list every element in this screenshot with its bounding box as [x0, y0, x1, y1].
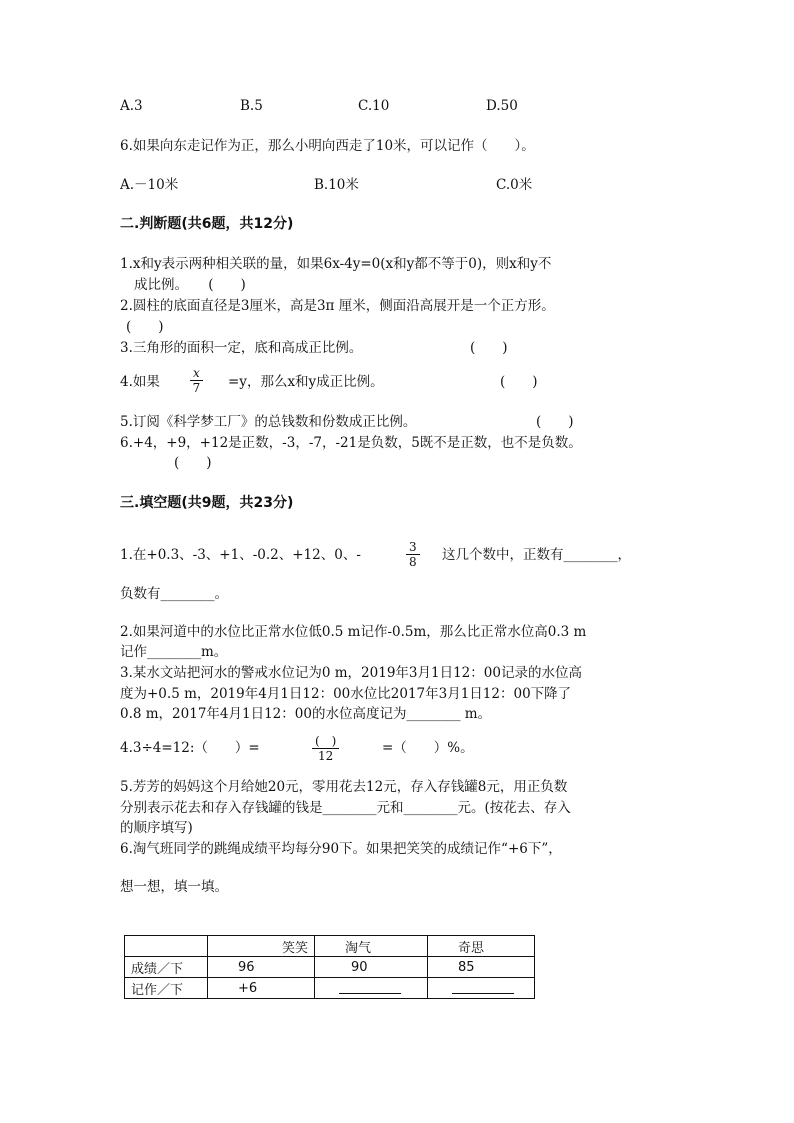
fill-q3-line3: 0.8 m，2017年4月1日12：00的水位高度记为________ m。	[120, 706, 492, 722]
judge-q4-post: =y，那么x和y成正比例。	[228, 374, 384, 390]
judge-q4-pre: 4.如果	[120, 374, 160, 390]
question-6: 6.如果向东走记作为正，那么小明向西走了10米，可以记作（ ）。	[120, 138, 535, 154]
fill-q6-line1: 6.淘气班同学的跳绳成绩平均每分90下。如果把笑笑的成绩记作“+6下”，	[120, 841, 562, 857]
judge-q4-fraction	[190, 366, 203, 395]
judge-q5-paren: ( )	[536, 414, 574, 430]
table-header-cell	[125, 936, 208, 957]
q6-option-a: A.－10米	[120, 177, 179, 193]
judge-q2-line1: 2.圆柱的底面直径是3厘米，高是3π 厘米，侧面沿高展开是一个正方形。	[120, 298, 555, 314]
section-3-title: 三.填空题(共9题，共23分)	[120, 495, 294, 511]
judge-q3-paren: ( )	[470, 340, 508, 356]
fill-q5-line2: 分别表示花去和存入存钱罐的钱是________元和________元。(按花去、存入	[120, 800, 571, 816]
table-header-cell: 笑笑	[208, 936, 315, 957]
table-row	[125, 957, 535, 978]
fraction-numerator: ( )	[312, 734, 339, 749]
table-cell: 成绩／下	[125, 957, 208, 978]
answer-blank[interactable]	[339, 979, 401, 994]
table-header-cell: 淘气	[315, 936, 428, 957]
table-row	[125, 978, 535, 999]
table-cell: 90	[315, 957, 428, 978]
option-a: A.3	[120, 98, 143, 114]
table-cell[interactable]	[428, 978, 535, 999]
fill-q1-fraction	[406, 540, 420, 569]
fill-q4-pre: 4.3÷4=12:（ ）=	[120, 740, 260, 756]
fraction-denominator: 8	[409, 555, 417, 569]
fill-q4-fraction	[312, 734, 339, 763]
option-c: C.10	[358, 98, 390, 114]
option-d: D.50	[486, 98, 518, 114]
table-cell[interactable]	[315, 978, 428, 999]
judge-q1-line2: 成比例。 ( )	[134, 277, 246, 293]
fill-q5-line1: 5.芳芳的妈妈这个月给她20元，零用花去12元，存入存钱罐8元，用正负数	[120, 779, 568, 795]
fill-q1-pre: 1.在+0.3、-3、+1、-0.2、+12、0、-	[120, 547, 361, 563]
fraction-numerator: 3	[406, 540, 420, 555]
judge-q1-line1: 1.x和y表示两种相关联的量，如果6x-4y=0(x和y都不等于0)，则x和y不	[120, 256, 552, 272]
fill-q4-post: =（ ）%。	[382, 740, 474, 756]
option-b: B.5	[240, 98, 263, 114]
judge-q4-paren: ( )	[500, 374, 538, 390]
section-2-title: 二.判断题(共6题，共12分)	[120, 216, 294, 232]
table-cell: +6	[208, 978, 315, 999]
table-header-row	[125, 936, 535, 957]
fill-q5-line3: 的顺序填写)	[120, 820, 193, 836]
fraction-denominator: 7	[192, 381, 201, 395]
judge-q2-line2: ( )	[126, 319, 164, 335]
judge-q6-line1: 6.+4，+9，+12是正数，-3，-7，-21是负数，5既不是正数，也不是负数。	[120, 435, 582, 451]
judge-q3: 3.三角形的面积一定，底和高成正比例。	[120, 340, 363, 356]
fraction-numerator: x	[190, 366, 203, 381]
fill-q2-line1: 2.如果河道中的水位比正常水位低0.5 m记作-0.5m，那么比正常水位高0.3 m	[120, 624, 587, 640]
fill-q3-line1: 3.某水文站把河水的警戒水位记为0 m，2019年3月1日12：00记录的水位高	[120, 665, 582, 681]
fill-q6-line2: 想一想，填一填。	[120, 879, 228, 895]
table-header-cell: 奇思	[428, 936, 535, 957]
table-cell: 记作／下	[125, 978, 208, 999]
judge-q5: 5.订阅《科学梦工厂》的总钱数和份数成正比例。	[120, 414, 417, 430]
q6-option-c: C.0米	[496, 177, 533, 193]
fill-q2-line2: 记作________m。	[120, 644, 228, 660]
fill-q3-line2: 度为+0.5 m，2019年4月1日12：00水位比2017年3月1日12：00下降了	[120, 686, 572, 702]
score-table	[124, 935, 535, 999]
table-cell: 85	[428, 957, 535, 978]
q6-option-b: B.10米	[314, 177, 359, 193]
judge-q6-line2: ( )	[174, 455, 212, 471]
fill-q1-post: 这几个数中，正数有________，	[442, 547, 631, 563]
answer-blank[interactable]	[452, 979, 514, 994]
fraction-denominator: 12	[318, 749, 334, 763]
fill-q1-line2: 负数有________。	[120, 586, 228, 602]
table-cell: 96	[208, 957, 315, 978]
